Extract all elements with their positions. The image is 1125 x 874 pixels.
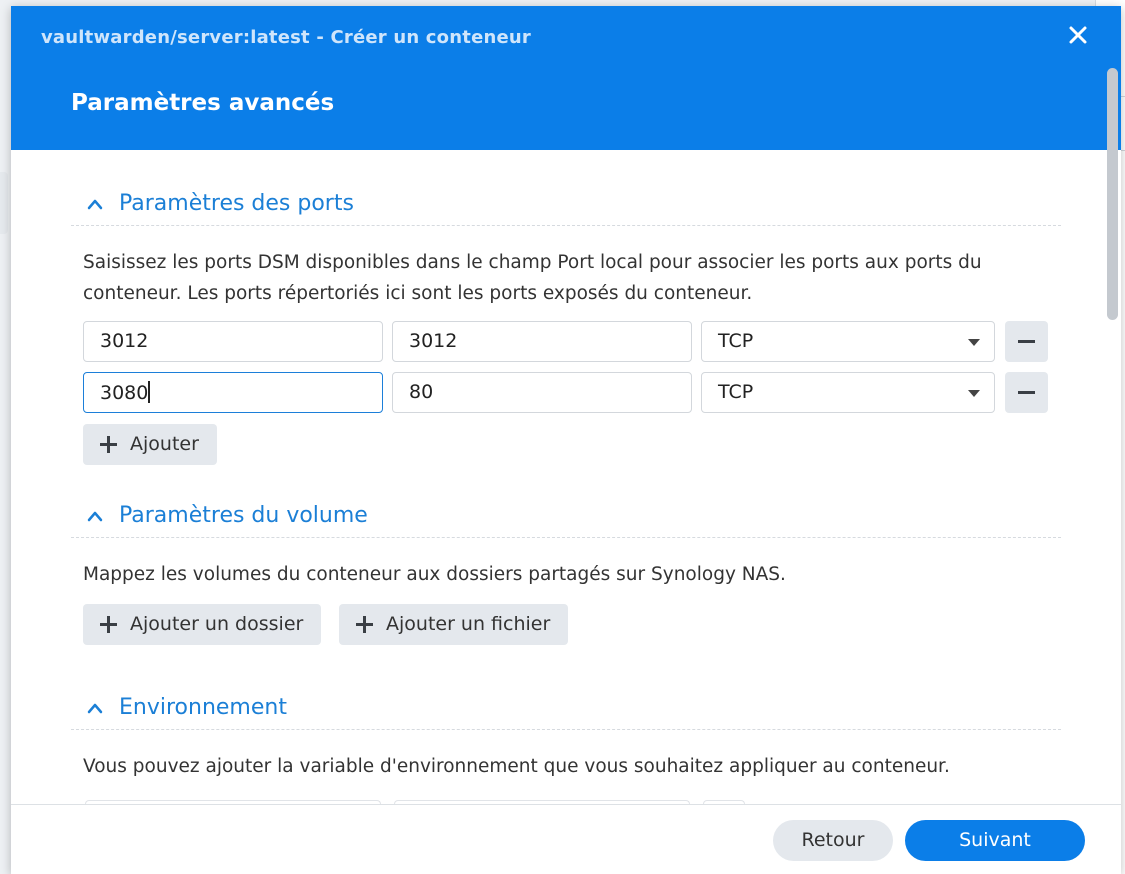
- section-volume-title: Paramètres du volume: [119, 503, 368, 528]
- back-button[interactable]: Retour: [773, 820, 893, 861]
- volume-description: Mappez les volumes du conteneur aux dossiers partagés sur Synology NAS.: [83, 564, 786, 585]
- add-folder-button[interactable]: [83, 604, 321, 645]
- section-volume-header[interactable]: [71, 494, 1061, 538]
- step-title: Paramètres avancés: [71, 90, 335, 116]
- minus-icon: [1018, 391, 1035, 394]
- protocol-select[interactable]: [701, 321, 995, 362]
- dialog-header: [11, 6, 1121, 150]
- ports-description: Saisissez les ports DSM disponibles dans le champ Port local pour associer les ports aux ports du conteneur. Les ports répertoriés ici sont les ports exposés du conteneur.: [83, 252, 982, 304]
- next-button[interactable]: Suivant: [905, 820, 1085, 861]
- section-environment-header[interactable]: [71, 686, 1061, 730]
- section-environment-title: Environnement: [119, 695, 287, 720]
- text-caret: [148, 381, 150, 403]
- chevron-up-icon: [87, 198, 103, 210]
- add-file-label: Ajouter un fichier: [386, 613, 551, 635]
- dialog-footer: [11, 804, 1121, 874]
- container-port-input[interactable]: 80: [392, 372, 692, 413]
- create-container-dialog: [11, 6, 1121, 874]
- local-port-input[interactable]: [83, 372, 383, 413]
- environment-description: Vous pouvez ajouter la variable d'environnement que vous souhaitez appliquer au conteneur.: [83, 756, 950, 777]
- dialog-content: [11, 150, 1121, 805]
- remove-port-button[interactable]: [1005, 321, 1048, 362]
- chevron-up-icon: [87, 510, 103, 522]
- remove-port-button[interactable]: [1005, 372, 1048, 413]
- close-icon: [1067, 24, 1089, 46]
- add-file-button[interactable]: [339, 604, 568, 645]
- minus-icon: [1018, 340, 1035, 343]
- protocol-select[interactable]: [701, 372, 995, 413]
- window-title: vaultwarden/server:latest - Créer un conteneur: [41, 27, 531, 48]
- chevron-up-icon: [87, 702, 103, 714]
- section-ports-header[interactable]: [71, 182, 1061, 226]
- local-port-input[interactable]: 3012: [83, 321, 383, 362]
- local-port-value: 3080: [100, 382, 149, 404]
- section-ports-title: Paramètres des ports: [119, 191, 354, 216]
- protocol-value: TCP: [718, 381, 754, 403]
- add-port-label: Ajouter: [130, 433, 199, 455]
- add-folder-label: Ajouter un dossier: [130, 613, 304, 635]
- close-button[interactable]: [1067, 24, 1089, 46]
- background-tab: [0, 172, 8, 234]
- container-port-input[interactable]: 3012: [392, 321, 692, 362]
- dropdown-arrow-icon: [968, 390, 980, 397]
- dropdown-arrow-icon: [968, 339, 980, 346]
- add-port-button[interactable]: [83, 424, 217, 465]
- plus-icon: [356, 616, 373, 633]
- plus-icon: [100, 616, 117, 633]
- protocol-value: TCP: [718, 330, 754, 352]
- plus-icon: [100, 436, 117, 453]
